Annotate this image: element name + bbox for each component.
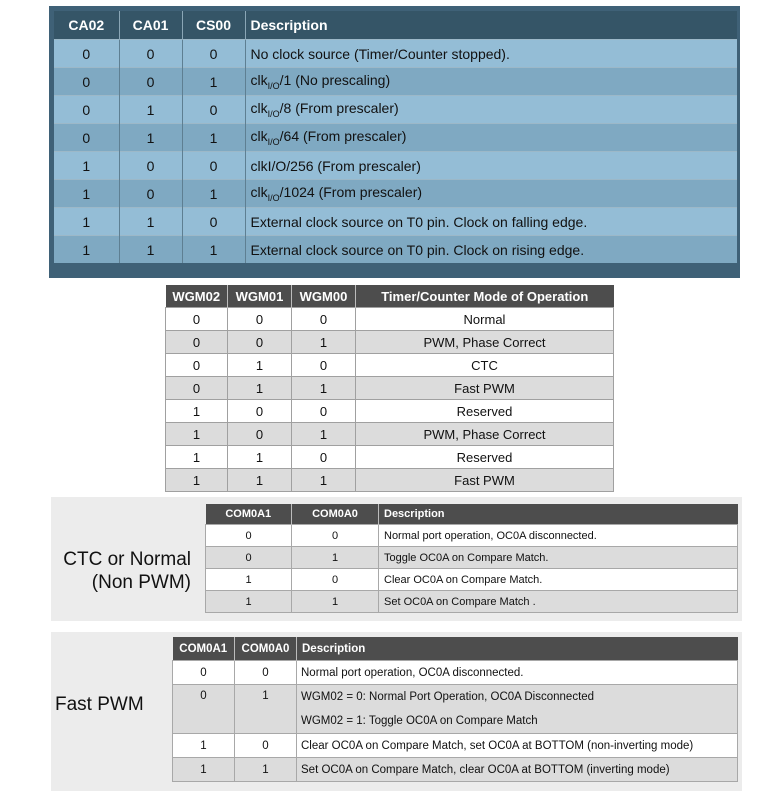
description-cell: [245, 96, 737, 124]
clk-subscript: I/O: [267, 136, 280, 147]
bit-cell: 0: [292, 569, 379, 591]
description-cell: Normal port operation, OC0A disconnected.: [379, 525, 738, 547]
description-cell: Set OC0A on Compare Match .: [379, 591, 738, 613]
table-row: [54, 68, 737, 96]
mode-cell: Fast PWM: [356, 377, 614, 400]
bit-cell: 1: [228, 446, 292, 469]
description-text: /1024 (From prescaler): [279, 184, 423, 201]
column-header: WGM00: [292, 285, 356, 308]
label-line: CTC or Normal: [63, 549, 191, 570]
ctc-normal-label: [51, 548, 191, 594]
bit-cell: 0: [206, 547, 292, 569]
table-row: [206, 591, 738, 613]
mode-cell: Normal: [356, 308, 614, 331]
table-header-row: [54, 11, 737, 40]
table-row: [166, 446, 614, 469]
bit-cell: 0: [292, 354, 356, 377]
bit-cell: 0: [119, 40, 182, 68]
table-row: [54, 152, 737, 180]
mode-cell: CTC: [356, 354, 614, 377]
bit-cell: 0: [54, 68, 119, 96]
table-row: [166, 377, 614, 400]
mode-cell: Reserved: [356, 446, 614, 469]
table-row: [206, 569, 738, 591]
bit-cell: 1: [228, 354, 292, 377]
bit-cell: 1: [54, 152, 119, 180]
bit-cell: 1: [182, 236, 245, 264]
description-cell: Set OC0A on Compare Match, clear OC0A at BOTTOM (inverting mode): [297, 758, 738, 782]
description-cell: External clock source on T0 pin. Clock on falling edge.: [245, 208, 737, 236]
table-header-row: [173, 637, 738, 661]
description-text: /8 (From prescaler): [279, 100, 399, 117]
column-header: CA01: [119, 11, 182, 40]
description-text: /64 (From prescaler): [279, 128, 407, 145]
bit-cell: 0: [166, 354, 228, 377]
bit-cell: 1: [292, 423, 356, 446]
bit-cell: 0: [292, 525, 379, 547]
bit-cell: 1: [235, 685, 297, 734]
bit-cell: 0: [119, 68, 182, 96]
bit-cell: 1: [166, 423, 228, 446]
table-row: [206, 547, 738, 569]
bit-cell: 1: [182, 68, 245, 96]
table-row: [166, 354, 614, 377]
column-header: Description: [297, 637, 738, 661]
column-header: CA02: [54, 11, 119, 40]
column-header: Description: [379, 504, 738, 525]
bit-cell: 1: [54, 236, 119, 264]
bit-cell: 1: [235, 758, 297, 782]
bit-cell: 0: [173, 685, 235, 734]
fast-pwm-table: [172, 637, 738, 782]
bit-cell: 1: [228, 469, 292, 492]
bit-cell: 1: [173, 758, 235, 782]
clk-subscript: I/O: [267, 192, 280, 203]
bit-cell: 0: [119, 152, 182, 180]
clock-select-table: [54, 11, 737, 263]
bit-cell: 0: [228, 400, 292, 423]
bit-cell: 0: [228, 331, 292, 354]
description-cell: Clear OC0A on Compare Match, set OC0A at BOTTOM (non-inverting mode): [297, 734, 738, 758]
bit-cell: 1: [119, 96, 182, 124]
table-row: [54, 208, 737, 236]
clk-subscript: I/O: [267, 108, 280, 119]
bit-cell: 0: [54, 96, 119, 124]
clk-text: clk: [250, 128, 268, 145]
bit-cell: 0: [182, 96, 245, 124]
table-row: [173, 661, 738, 685]
mode-cell: PWM, Phase Correct: [356, 423, 614, 446]
bit-cell: 1: [166, 469, 228, 492]
table-row: [166, 423, 614, 446]
table-row: [173, 734, 738, 758]
fast-pwm-label: Fast PWM: [55, 694, 144, 715]
bit-cell: 0: [54, 124, 119, 152]
bit-cell: 1: [54, 208, 119, 236]
clk-text: clk: [250, 184, 268, 201]
bit-cell: 1: [292, 469, 356, 492]
description-cell: Clear OC0A on Compare Match.: [379, 569, 738, 591]
bit-cell: 0: [54, 40, 119, 68]
bit-cell: 0: [166, 331, 228, 354]
bit-cell: 1: [119, 236, 182, 264]
description-line: WGM02 = 0: Normal Port Operation, OC0A Disconnected: [301, 691, 595, 703]
table-header-row: [166, 285, 614, 308]
table-row: [166, 331, 614, 354]
bit-cell: 0: [206, 525, 292, 547]
table-row: [54, 124, 737, 152]
table-row: [173, 758, 738, 782]
column-header: Timer/Counter Mode of Operation: [356, 285, 614, 308]
column-header: WGM02: [166, 285, 228, 308]
label-line: (Non PWM): [91, 572, 191, 593]
table-row: [166, 308, 614, 331]
table-row: [173, 685, 738, 734]
bit-cell: 1: [206, 591, 292, 613]
wgm-mode-table: [165, 285, 614, 492]
description-line: WGM02 = 1: Toggle OC0A on Compare Match: [301, 715, 538, 727]
column-header: WGM01: [228, 285, 292, 308]
mode-cell: PWM, Phase Correct: [356, 331, 614, 354]
description-cell: External clock source on T0 pin. Clock on rising edge.: [245, 236, 737, 264]
bit-cell: 1: [173, 734, 235, 758]
bit-cell: 1: [166, 400, 228, 423]
table-row: [54, 180, 737, 208]
bit-cell: 1: [292, 547, 379, 569]
description-cell: [245, 124, 737, 152]
bit-cell: 0: [292, 400, 356, 423]
clock-select-panel: [49, 6, 740, 278]
description-cell: No clock source (Timer/Counter stopped).: [245, 40, 737, 68]
table-row: [206, 525, 738, 547]
ctc-normal-table: [205, 504, 738, 613]
bit-cell: 0: [166, 377, 228, 400]
bit-cell: 1: [182, 180, 245, 208]
bit-cell: 0: [173, 661, 235, 685]
bit-cell: 0: [228, 423, 292, 446]
bit-cell: 1: [292, 377, 356, 400]
bit-cell: 1: [182, 124, 245, 152]
description-cell: clkI/O/256 (From prescaler): [245, 152, 737, 180]
clk-text: clk: [250, 100, 268, 117]
column-header: COM0A1: [206, 504, 292, 525]
bit-cell: 0: [182, 152, 245, 180]
column-header: CS00: [182, 11, 245, 40]
bit-cell: 1: [54, 180, 119, 208]
bit-cell: 0: [182, 40, 245, 68]
clk-subscript: I/O: [267, 80, 280, 91]
column-header: Description: [245, 11, 737, 40]
description-cell: [297, 685, 738, 734]
mode-cell: Fast PWM: [356, 469, 614, 492]
bit-cell: 1: [166, 446, 228, 469]
bit-cell: 1: [292, 331, 356, 354]
column-header: COM0A0: [235, 637, 297, 661]
bit-cell: 1: [228, 377, 292, 400]
table-row: [166, 469, 614, 492]
bit-cell: 0: [228, 308, 292, 331]
bit-cell: 0: [292, 446, 356, 469]
description-text: /1 (No prescaling): [279, 72, 391, 89]
column-header: COM0A0: [292, 504, 379, 525]
bit-cell: 0: [235, 734, 297, 758]
bit-cell: 1: [292, 591, 379, 613]
bit-cell: 0: [166, 308, 228, 331]
table-row: [54, 96, 737, 124]
bit-cell: 0: [182, 208, 245, 236]
bit-cell: 1: [206, 569, 292, 591]
table-header-row: [206, 504, 738, 525]
description-cell: Toggle OC0A on Compare Match.: [379, 547, 738, 569]
bit-cell: 0: [292, 308, 356, 331]
description-cell: Normal port operation, OC0A disconnected.: [297, 661, 738, 685]
table-row: [54, 236, 737, 264]
mode-cell: Reserved: [356, 400, 614, 423]
table-row: [54, 40, 737, 68]
column-header: COM0A1: [173, 637, 235, 661]
table-row: [166, 400, 614, 423]
clk-text: clk: [250, 72, 268, 89]
bit-cell: 1: [119, 124, 182, 152]
description-cell: [245, 68, 737, 96]
description-cell: [245, 180, 737, 208]
bit-cell: 0: [235, 661, 297, 685]
bit-cell: 0: [119, 180, 182, 208]
bit-cell: 1: [119, 208, 182, 236]
